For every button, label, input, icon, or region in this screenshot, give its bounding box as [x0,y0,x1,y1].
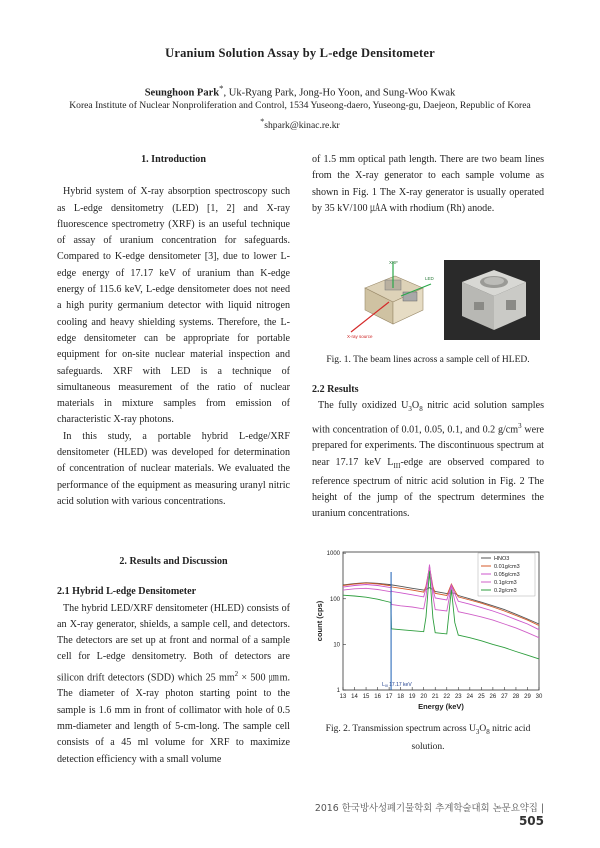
email-line [0,117,600,131]
subscript: 3 [408,405,412,414]
x-tick-label: 21 [431,694,439,700]
x-tick-label: 17 [385,694,393,700]
subscript: 8 [419,405,423,414]
subscript: III [393,461,401,470]
subsection-2-1-heading: 2.1 Hybrid L-edge Densitometer [57,586,197,598]
superscript: 2 [234,669,239,678]
continued-paragraph: of 1.5 mm optical path length. There are two beam lines from the X-ray generator to each sample volume as shown in Fig. 1 The X-ray generator is usually operated by 35 kV/100 ㎂A with rhodium (Rh) anode. [312,154,544,214]
legend-label: 0.1g/cm3 [494,580,517,586]
author-2: Uk-Ryang Park [228,87,294,99]
x-tick-label: 23 [454,694,462,700]
paragraph-text: -edge are observed compared to reference spectrum of nitric acid solution in Fig. 2 The height of the jump of the spectrum determines the uranium concentrations. [312,456,544,520]
subsection-2-2-paragraph [312,398,544,522]
label-xrf: XRF [389,260,398,265]
x-tick-label: 20 [420,694,428,700]
results-heading: 2. Results and Discussion [119,556,228,567]
subscript: 8 [486,727,490,736]
section-results [57,554,290,768]
subsection-2-2 [312,382,544,523]
caption-text: O [479,724,487,734]
author-3: Jong-Ho Yoon [299,87,360,99]
x-tick-label: 30 [535,694,543,700]
x-tick-label: 25 [478,694,485,700]
legend-label: 0.05g/cm3 [494,572,520,578]
x-tick-label: 19 [408,694,416,700]
label-xray-source: X-ray source [347,334,373,339]
author-list: Seunghoon Park*, Uk-Ryang Park, Jong-Ho Yoon, and Sung-Woo Kwak [144,83,456,99]
schematic-diagram [345,258,437,340]
subsection-2-1-paragraph [57,601,290,768]
paragraph-text: nitric acid solution samples with concentration of 0.01, 0.05, 0.1, and 0.2 g/cm [312,400,544,435]
figure-2-chart [313,546,545,716]
introduction-paragraph-1: Hybrid system of X-ray absorption spectroscopy such as L-edge densitometry (LED) [1, 2] and X-ray fluorescence spectrometry (XRF) is an useful technique of assay of uranium concentration for safeguards. Compared to K-edge densitometer [3], due to lower L-edge energy of 17.17 keV of uranium than K-edge energy of 115.6 keV, L-edge densitometer does not need a high purity germanium detector with liquid nitrogen cooling and heavy shielding systems. Therefore, the L-edge densitometer can be appropriate for portable equipment for on-site nuclear material inspection and safeguards. XRF with LED is a technique of simultaneous measurement of the ratio of nuclear materials in mixture samples from emission of characteristic X-ray photons. [57,186,290,426]
legend-label: 0.01g/cm3 [494,564,520,570]
x-tick-label: 29 [524,694,531,700]
x-tick-label: 27 [501,694,508,700]
superscript: 3 [518,421,522,430]
footer-text: 2016 한국방사성폐기물학회 추계학술대회 논문요약집 | [314,803,544,814]
x-tick-label: 28 [512,694,520,700]
affiliation: Korea Institute of Nuclear Nonproliferation and Control, 1534 Yuseong-daero, Yuseong-gu, Daejeon, Republic of Korea [69,100,531,111]
x-tick-label: 14 [351,694,358,700]
caption-text: Fig. 2. Transmission spectrum across U [325,724,476,734]
x-tick-label: 22 [443,694,451,700]
legend-label: HNO3 [494,556,510,562]
spectrum-chart [313,546,545,716]
caption-text: nitric acid [489,724,531,734]
paragraph-text: O [411,400,420,412]
paper-title: Uranium Solution Assay by L-edge Densitometer [165,46,435,60]
edge-marker-label: $L_{III}$ 17.17 keV [382,682,412,688]
figure-1-caption: Fig. 1. The beam lines across a sample cell of HLED. [326,355,530,365]
subsection-2-1-continued [312,152,544,217]
x-tick-label: 15 [362,694,370,700]
paragraph-text: The hybrid LED/XRF densitometer (HLED) consists of an X-ray generator, shields, a sample cell, and detectors. The detectors are set up at front and normal of a sample cell for L-edge densitometry. Both of detectors are silicon drift detectors (SDD) which 25 mm [57,602,290,684]
corresponding-mark: * [219,83,224,93]
x-tick-label: 16 [374,694,381,700]
subsection-2-2-heading: 2.2 Results [312,384,359,395]
lead-author: Seunghoon Park [144,87,220,99]
page-number: 505 [518,814,544,828]
subscript: 3 [475,727,480,736]
x-tick-label: 26 [489,694,497,700]
paragraph-text: × 500 ㎛m. The diameter of X-ray photon starting point to the sample is 1.6 mm in front of collimator with hole of 0.5 mm-diameter and length of 5-cm-long. The sample cell consists of a 45 ml volume for XRF to maximize detection efficiency with a small volume [57,672,290,765]
figure-2-caption [312,722,544,755]
y-tick-label: 10 [333,642,340,649]
email-mark: * [260,117,265,126]
x-tick-label: 13 [339,694,347,700]
paragraph-text: were prepared for experiments. The discontinuous spectrum at near 17.17 keV L [312,423,544,468]
email: shpark@kinac.re.kr [264,120,340,132]
y-tick-label: 100 [329,596,340,603]
x-tick-label: 18 [397,694,404,700]
x-axis-label: Energy (keV) [418,702,464,711]
paragraph-text: The fully oxidized U [318,400,409,412]
label-led: LED [425,276,434,281]
y-axis-label: count (cps) [315,600,324,642]
introduction-heading: 1. Introduction [141,154,206,165]
author-and: and [365,87,381,99]
introduction-paragraph-2: In this study, a portable hybrid L-edge/XRF densitometer (HLED) was developed for determination of concentration of nuclear materials. We evaluated the performance of the equipment as measuring uranyl nitric acid solution with various concentrations. [57,430,290,507]
section-introduction [57,152,290,510]
legend-label: 0.2g/cm3 [494,588,517,594]
page-footer [300,800,544,828]
figure-2-caption-line-2: solution. [411,741,445,752]
x-tick-label: 24 [466,694,474,700]
device-photo [444,260,540,340]
figure-1-photo [444,260,540,340]
y-tick-label: 1 [336,688,340,694]
figure-1-schematic [345,258,437,340]
y-tick-label: 1000 [326,551,340,558]
figure-2-caption-line-1 [312,722,544,740]
author-4: Sung-Woo Kwak [382,87,456,99]
